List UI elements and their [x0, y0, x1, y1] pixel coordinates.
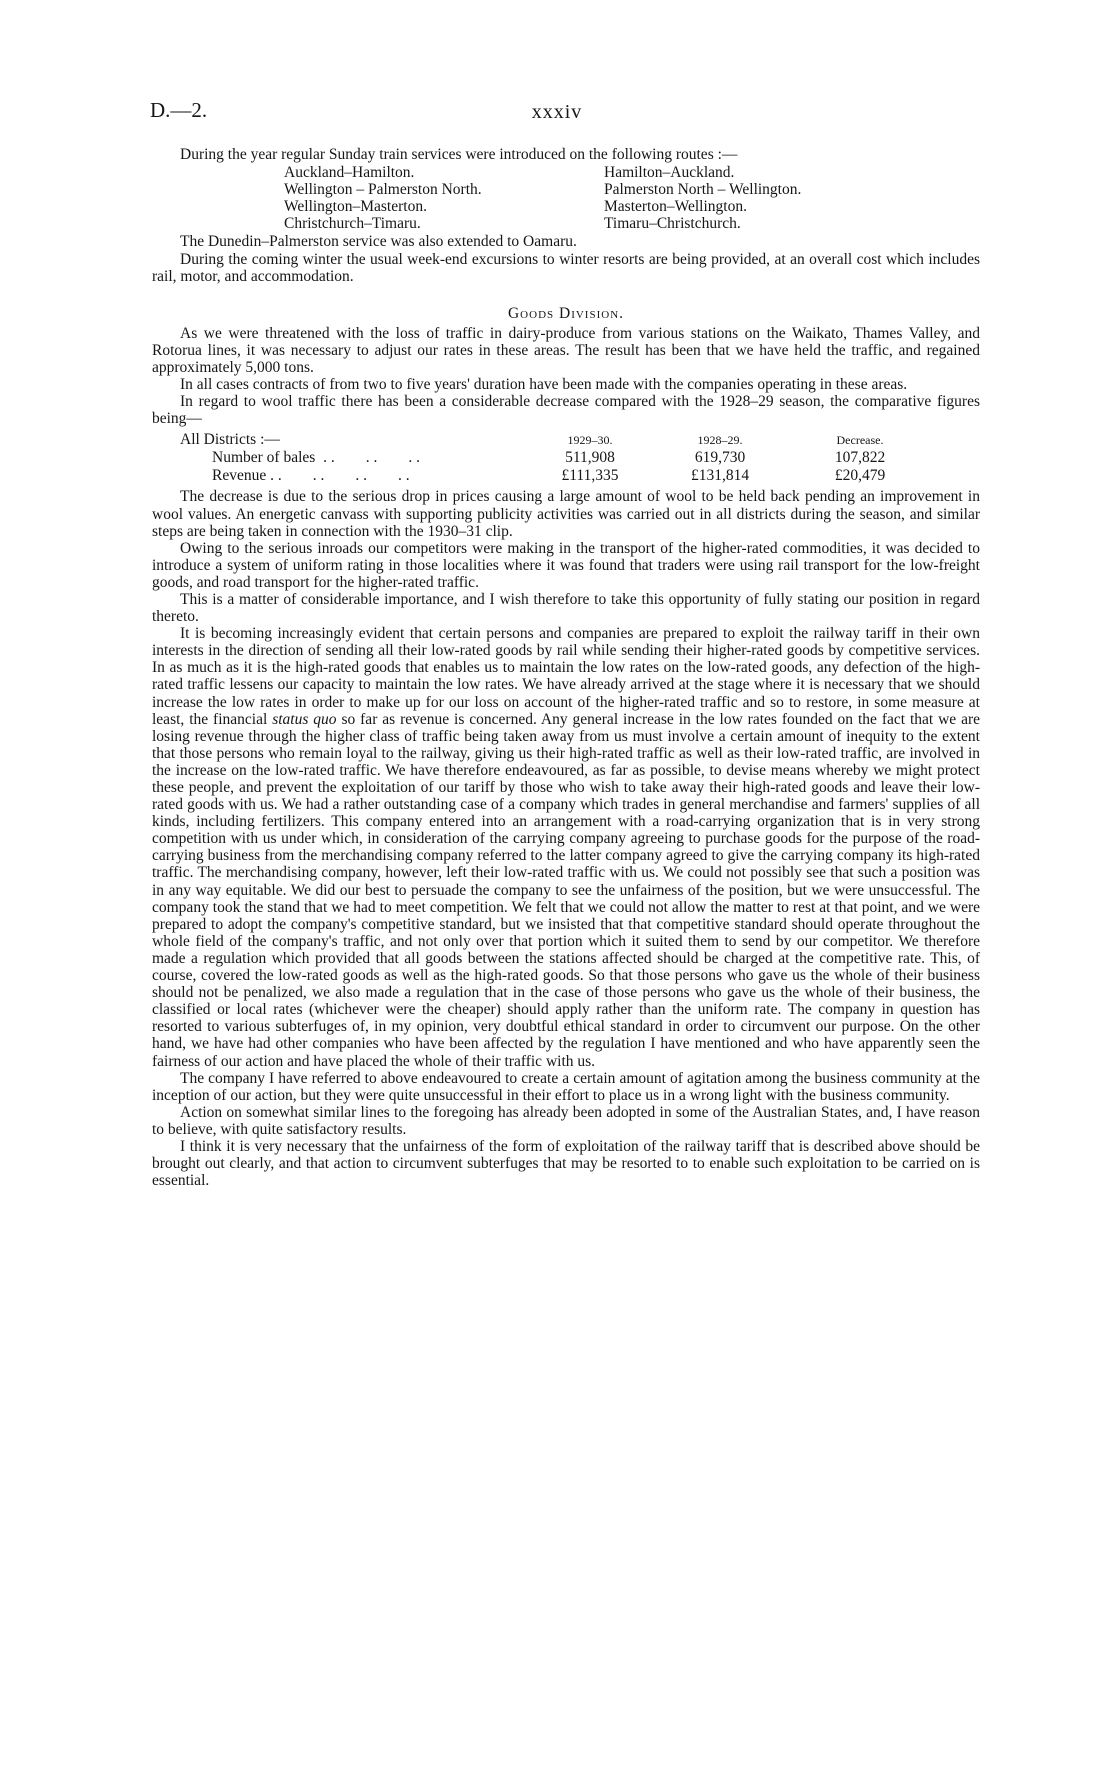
- table-cell: 511,908: [565, 449, 615, 467]
- paragraph: I think it is very necessary that the unfairness of the form of exploitation of the railway tariff that is described above should be brought out clearly, and that action to circumvent subterfuges that may be resorted to to enable such exploitation to be carried on is essential.: [152, 1137, 980, 1190]
- wool-comparison-table: [152, 431, 980, 485]
- row-label: Revenue: [212, 467, 267, 485]
- paragraph: The decrease is due to the serious drop in prices causing a large amount of wool to be held back pending an improvement in wool values. An energetic canvass with supporting publicity activities was carried out in all districts during the season, and similar steps are being taken in connection with the 1930–31 clip.: [152, 488, 980, 540]
- column-header: 1928–29.: [697, 433, 743, 448]
- winter-excursions-paragraph: During the coming winter the usual week-end excursions to winter resorts are being provided, at an overall cost which includes rail, motor, and accommodation.: [152, 250, 980, 285]
- dunedin-paragraph: The Dunedin–Palmerston service was also extended to Oamaru.: [180, 233, 577, 251]
- table-cell: £131,814: [690, 467, 750, 485]
- route-item: Christchurch–Timaru.: [284, 215, 421, 233]
- table-cell: 107,822: [834, 449, 886, 467]
- italic-phrase: status quo: [272, 710, 337, 728]
- route-item: Hamilton–Auckland.: [604, 164, 735, 182]
- paragraph: This is a matter of considerable importance, and I wish therefore to take this opportunity of fully stating our position in regard thereto.: [152, 590, 980, 626]
- table-row: [152, 467, 930, 485]
- paragraph: In regard to wool traffic there has been a considerable decrease compared with the 1928–29 season, the comparative figures being—: [152, 393, 980, 428]
- route-item: Wellington – Palmerston North.: [284, 181, 482, 199]
- route-item: Auckland–Hamilton.: [284, 164, 415, 182]
- route-item: Palmerston North – Wellington.: [604, 181, 802, 199]
- table-label: All Districts :—: [180, 431, 280, 449]
- table-row: [152, 449, 930, 467]
- table-cell: £111,335: [561, 467, 619, 485]
- sunday-services-intro: During the year regular Sunday train services were introduced on the following routes :—: [180, 146, 738, 163]
- table-cell: 619,730: [694, 449, 746, 467]
- doc-reference: D.—2.: [150, 98, 208, 122]
- column-header: 1929–30.: [567, 433, 613, 448]
- paragraph: The company I have referred to above endeavoured to create a certain amount of agitation among the business community at the inception of our action, but they were quite unsuccessful in their effort to place us in a wrong light with the business community.: [152, 1069, 980, 1104]
- section-heading: Goods Division.: [507, 304, 625, 322]
- row-label: Number of bales: [212, 449, 316, 467]
- route-list: [284, 164, 980, 232]
- route-item: Masterton–Wellington.: [604, 198, 747, 216]
- route-item: Wellington–Masterton.: [284, 198, 427, 216]
- paragraph-part: It is becoming increasingly evident that certain persons and companies are prepared to exploit the railway tariff in their own interests in the direction of sending all their low-rated goods by rail while sending their higher-rated goods by competitive services. In as much as it is the high-rated goods that enables us to maintain the low rates on the low-rated goods, any defection of the high-rated traffic lessens our capacity to maintain the low rates. We have already arrived at the stage where it is necessary that we should increase the low rates in order to make up for our loss on account of the higher-rated traffic and so to restore, in some measure at least, the financial: [152, 625, 980, 728]
- paragraph-part: so far as revenue is concerned. Any general increase in the low rates founded on the fact that we are losing revenue through the higher class of traffic being taken away from us must involve a certain amount of inequity to the extent that those persons who remain loyal to the railway, giving us their high-rated traffic as well as their low-rated traffic, are involved in the increase on the low-rated traffic. We have therefore endeavoured, as far as possible, to devise means whereby we might protect these people, and prevent the exploitation of our tariff by those who wish to take away their high-rated goods and leave their low-rated goods with us. We had a rather outstanding case of a company which trades in general merchandise and farmers' supplies of all kinds, including fertilizers. This company entered into an arrangement with a road-carrying organization that is in very strong competition with us under which, in consideration of the carrying company agreeing to purchase goods for the purpose of the road-carrying business from the merchandising company referred to the latter company agreed to give the carrying company its high-rated traffic. The merchandising company, however, left their low-rated traffic with us. We could not possibly see that such a position was in any way equitable. We did our best to persuade the company to see the unfairness of the position, but we were unsuccessful. The company took the stand that we had to meet competition. We felt that we could not allow the matter to rest at that point, and we were prepared to adopt the company's competitive standard, but we insisted that that competitive standard should operate throughout the whole field of the company's traffic, and not only over that portion which it suited them to send by our competitor. We therefore made a regulation which provided that all goods between the stations affected should be charged at the competitive rate. This, of course, covered the low-rated goods as well as the high-rated goods. So that those persons who gave us the whole of their business should not be penalized, we also made a regulation that in the case of those persons who gave us the whole of their business, the classified or local rates (whichever were the cheaper) should apply rather than the uniform rate. The company in question has resorted to various subterfuges of, in my opinion, very doubtful ethical standard in order to circumvent our purpose. On the other hand, we have had other companies who have been affected by the regulation I have mentioned and who have apparently seen the fairness of our action and have placed the whole of their traffic with us.: [152, 710, 981, 1070]
- leader-dots: . . . . . .: [315, 449, 420, 467]
- page-number: xxxiv: [531, 101, 583, 123]
- paragraph: As we were threatened with the loss of traffic in dairy-produce from various stations on the Waikato, Thames Valley, and Rotorua lines, it was necessary to adjust our rates in these areas. The result has been that we have held the traffic, and regained approximately 5,000 tons.: [152, 324, 980, 377]
- paragraph: Owing to the serious inroads our competitors were making in the transport of the higher-rated commodities, it was decided to introduce a system of uniform rating in those localities where it was found that traders were using rail transport for the low-freight goods, and road transport for the higher-rated traffic.: [152, 539, 980, 591]
- route-item: Timaru–Christchurch.: [604, 215, 741, 233]
- leader-dots: . . . . . . . .: [266, 467, 410, 485]
- column-header: Decrease.: [836, 433, 884, 448]
- document-body: [152, 146, 980, 1189]
- table-cell: £20,479: [834, 467, 886, 485]
- exploitation-paragraph: [152, 625, 980, 1069]
- paragraph: Action on somewhat similar lines to the foregoing has already been adopted in some of the Australian States, and, I have reason to believe, with quite satisfactory results.: [152, 1103, 980, 1138]
- paragraph: In all cases contracts of from two to five years' duration have been made with the companies operating in these areas.: [180, 376, 908, 394]
